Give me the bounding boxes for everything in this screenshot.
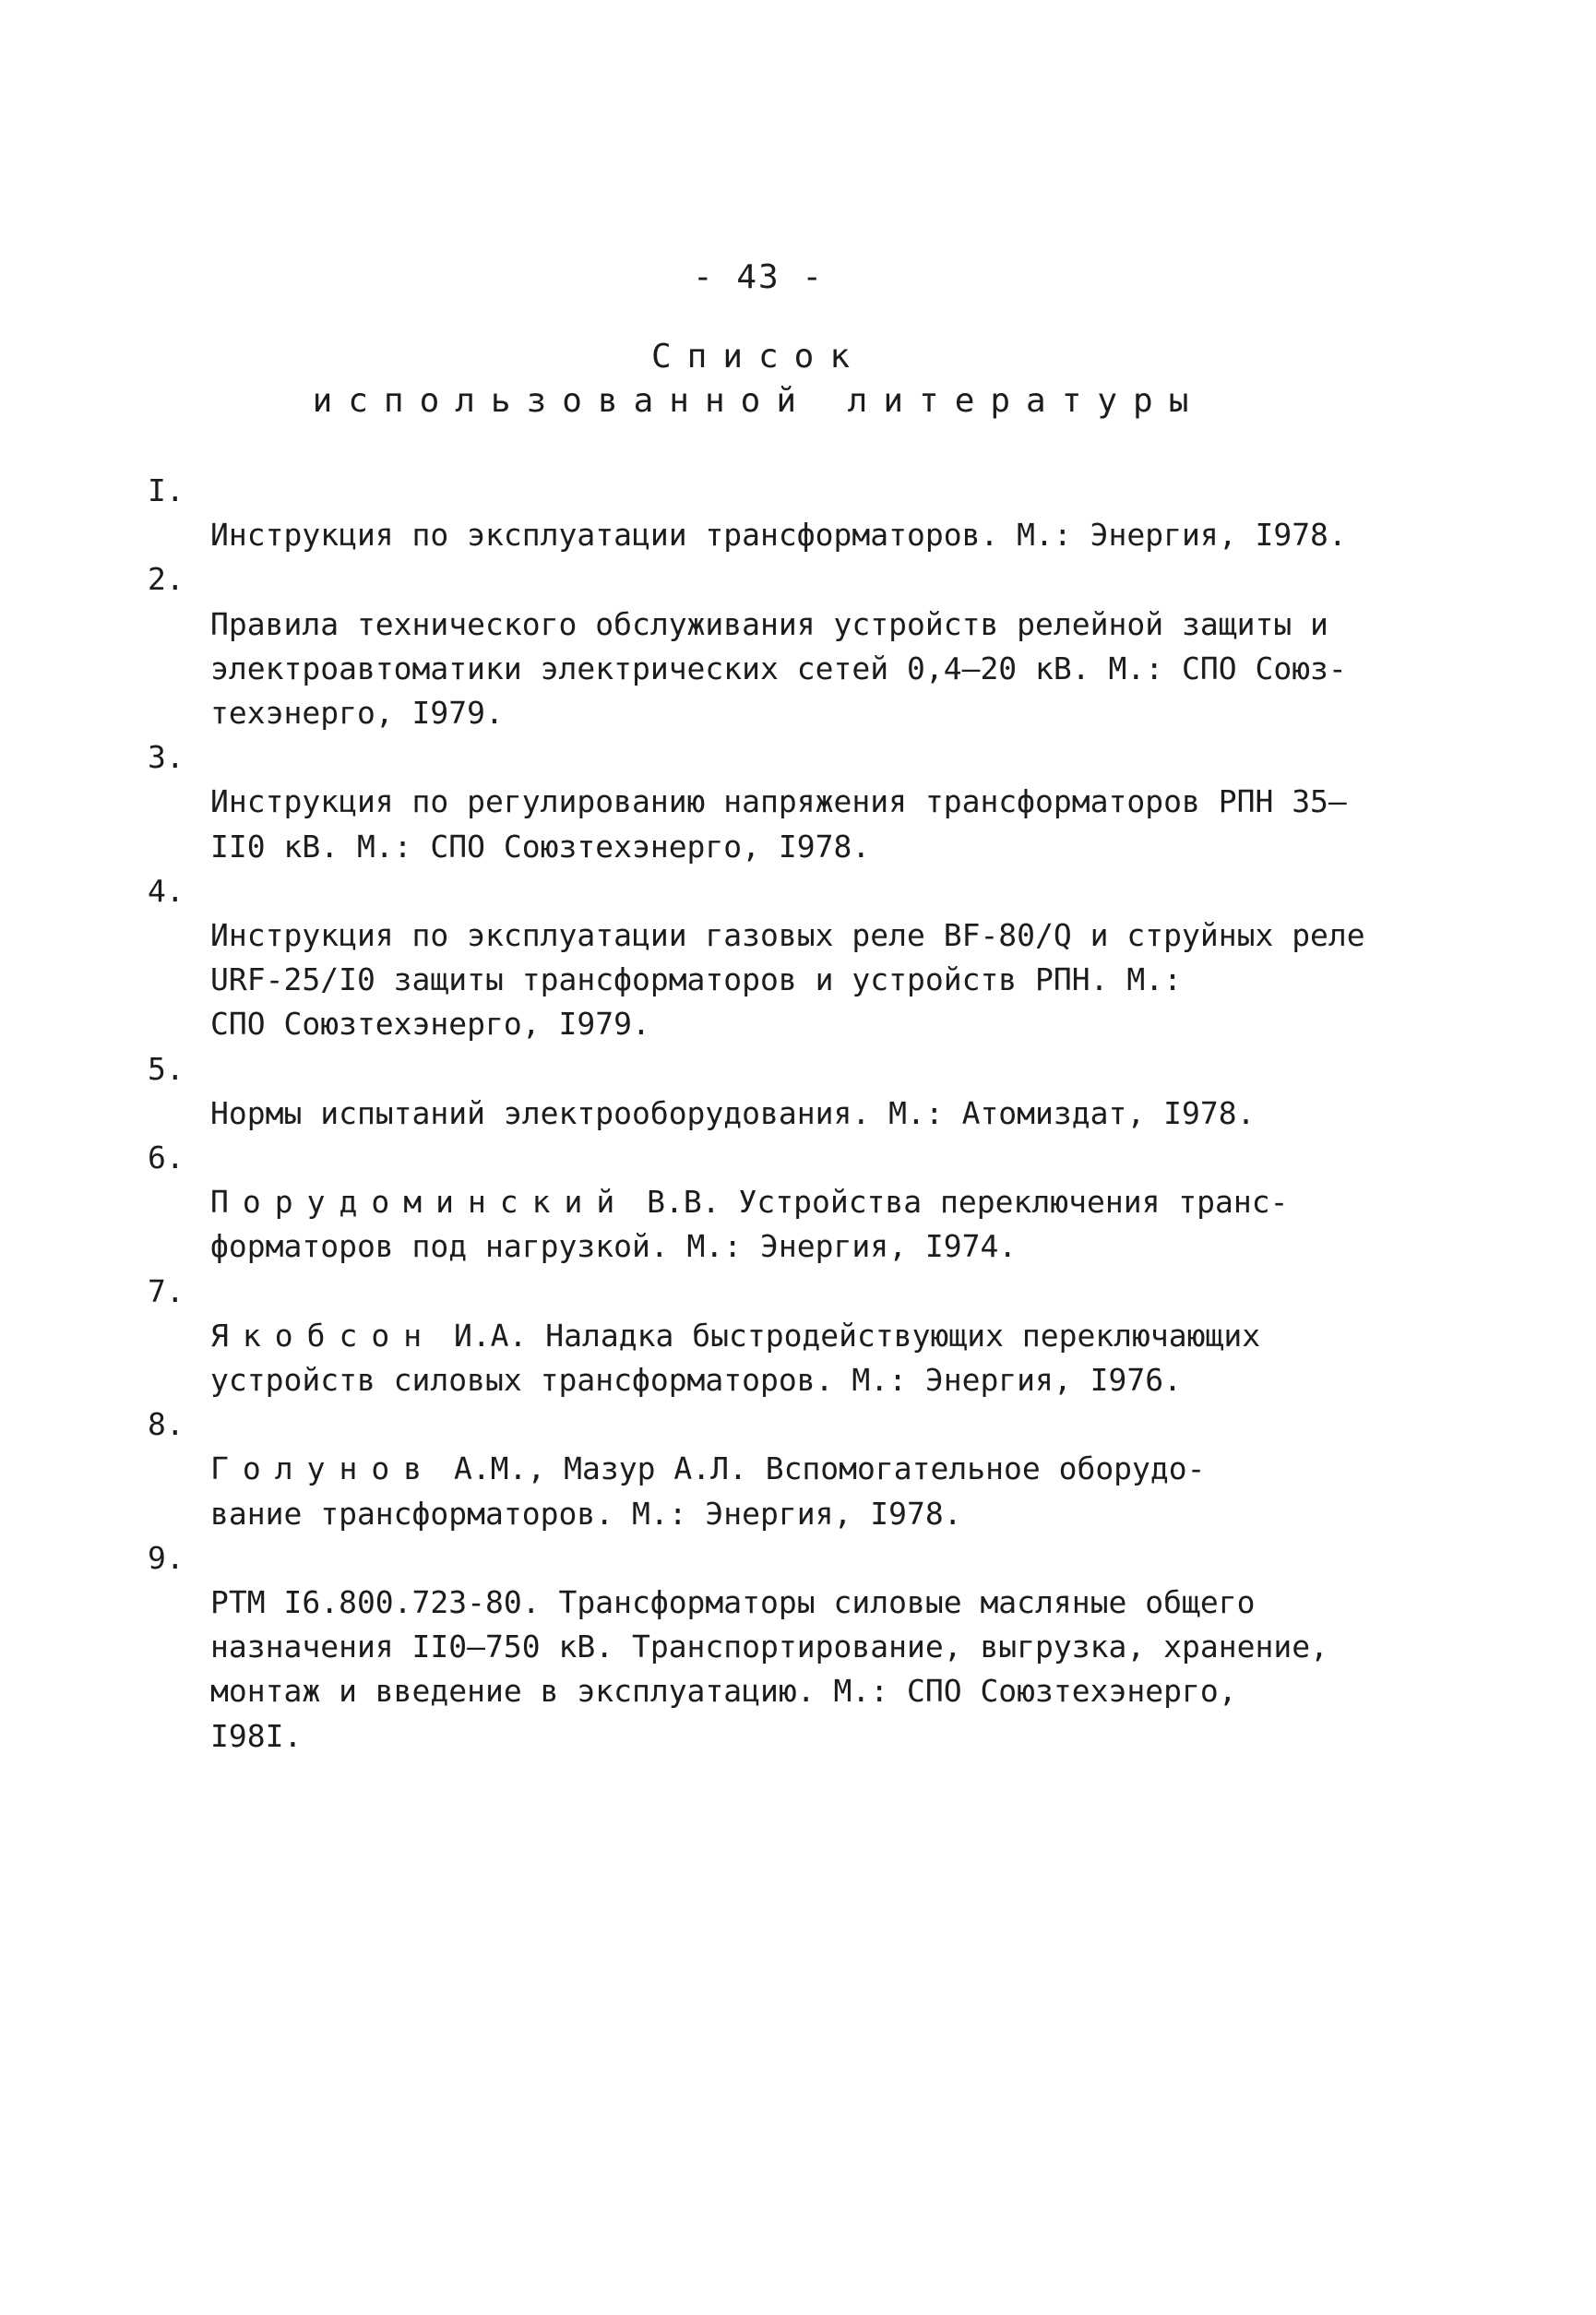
reference-item-2 bbox=[148, 557, 1365, 735]
reference-item-3 bbox=[148, 735, 1365, 869]
reference-text: В.В. Устройства переключения транс- форматоров под нагрузкой. М.: Энергия, I974. bbox=[210, 1184, 1289, 1265]
reference-number: 2. bbox=[148, 561, 185, 598]
reference-text: Инструкция по регулированию напряжения трансформаторов РПН 35–II0 кВ. М.: СПО Союзтехэнерго, I978. bbox=[210, 783, 1347, 865]
page-number: - 43 - bbox=[692, 258, 825, 296]
reference-text: А.М., Мазур А.Л. Вспомогательное оборудо- вание трансформаторов. М.: Энергия, I978. bbox=[210, 1450, 1206, 1532]
heading-title: Список bbox=[650, 338, 866, 376]
reference-text: РТМ I6.800.723-80. Трансформаторы силовые масляные общего назначения II0–750 кВ. Транспортирование, выгрузка, хранение, монтаж и введение в эксплуатацию. М.: СПО Союзтехэнерго, I98I. bbox=[210, 1584, 1328, 1754]
reference-text: Правила технического обслуживания устройств релейной защиты и электроавтоматики электрических сетей 0,4–20 кВ. М.: СПО Союз- техэнерго, I979. bbox=[210, 605, 1347, 732]
reference-item-1 bbox=[148, 469, 1365, 557]
reference-author: Порудоминский bbox=[210, 1184, 629, 1221]
reference-number: 8. bbox=[148, 1406, 185, 1443]
reference-text: И.А. Наладка быстродействующих переключающих устройств силовых трансформаторов. М.: Энергия, I976. bbox=[210, 1317, 1261, 1399]
reference-item-9 bbox=[148, 1536, 1365, 1759]
reference-number: I. bbox=[148, 472, 185, 508]
reference-number: 9. bbox=[148, 1539, 185, 1576]
reference-item-5 bbox=[148, 1047, 1365, 1136]
reference-text: Инструкция по эксплуатации трансформаторов. М.: Энергия, I978. bbox=[210, 517, 1347, 554]
reference-text: Инструкция по эксплуатации газовых реле BF-80/Q и струйных реле URF-25/I0 защиты трансформаторов и устройств РПН. М.: СПО Союзтехэнерго, I979. bbox=[210, 917, 1365, 1043]
reference-author: Голунов bbox=[210, 1450, 436, 1487]
reference-text: Нормы испытаний электрооборудования. М.: Атомиздат, I978. bbox=[210, 1094, 1256, 1131]
reference-item-4 bbox=[148, 869, 1365, 1047]
reference-number: 3. bbox=[148, 739, 185, 776]
reference-list bbox=[148, 469, 1365, 1759]
reference-item-6 bbox=[148, 1136, 1365, 1270]
reference-item-7 bbox=[148, 1270, 1365, 1403]
reference-number: 4. bbox=[148, 872, 185, 909]
reference-author: Якобсон bbox=[210, 1317, 436, 1354]
reference-number: 7. bbox=[148, 1272, 185, 1309]
reference-number: 6. bbox=[148, 1140, 185, 1176]
reference-item-8 bbox=[148, 1402, 1365, 1536]
reference-number: 5. bbox=[148, 1050, 185, 1087]
heading-subtitle: использованной литературы bbox=[312, 382, 1205, 420]
